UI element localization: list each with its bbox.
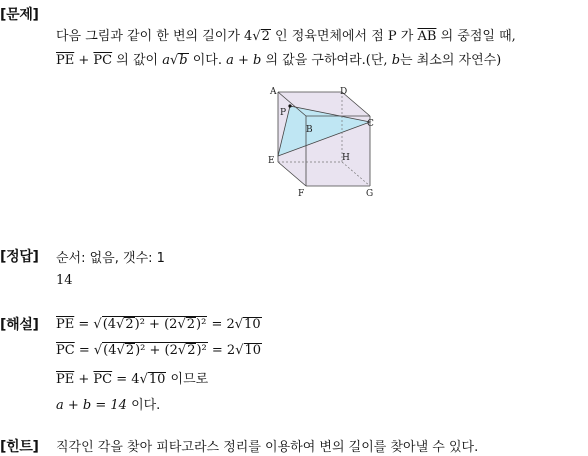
plus-sign: + <box>74 53 94 68</box>
result: = 2 <box>207 317 235 332</box>
inner-radicand: 2 <box>186 317 196 332</box>
label-g: G <box>366 189 374 199</box>
result-radicand: 10 <box>244 317 261 332</box>
answer-value: 14 <box>56 273 73 288</box>
label-f: F <box>298 189 305 199</box>
segment-pc: $\overline{PC}$ <box>93 53 113 68</box>
solution-text: 이다. <box>126 398 161 413</box>
equals: = 4 <box>112 372 140 387</box>
equals: = <box>74 343 94 358</box>
outer-radicand: (4√2)² + (2√2)² <box>102 317 207 332</box>
hint-label: [힌트] <box>0 439 39 455</box>
label-p: P <box>280 108 287 118</box>
term: (4 <box>102 317 117 332</box>
problem-label: [문제] <box>0 7 39 23</box>
solution-line-2: $\overline{PC} = √(4√2)^2 + (2√2)^2 = 2√10$ <box>56 343 262 358</box>
problem-text: 의 중점일 때, <box>436 29 516 44</box>
plus-sign: + <box>74 372 94 387</box>
label-b: B <box>306 125 313 135</box>
inner-radicand: 2 <box>125 317 134 332</box>
problem-text: 는 최소의 자연수) <box>400 53 502 68</box>
final-equation: a + b = 14 <box>56 398 127 413</box>
problem-text: 이다. <box>188 53 227 68</box>
result-radicand: 10 <box>148 372 166 387</box>
label-e: E <box>268 156 275 166</box>
term: )² + (2 <box>134 317 178 332</box>
solution-line-3: $\overline{PE} + \overline{PC} = 4√10$ 이므로 <box>56 372 209 387</box>
var-a: a <box>162 53 170 68</box>
problem-line-1: 다음 그림과 같이 한 변의 길이가 4√2 인 정육면체에서 점 P 가 $\overline{AB}$ 의 중점일 때, <box>56 29 516 44</box>
point-p <box>288 104 291 107</box>
sqrt-radicand: 2 <box>261 29 270 44</box>
segment-ab: $\overline{AB}$ <box>417 29 437 44</box>
result: = 2 <box>207 343 236 358</box>
hint-text: 직각인 각을 찾아 피타고라스 정리를 이용하여 변의 길이를 찾아낼 수 있다. <box>56 440 479 455</box>
term: )² <box>196 343 207 358</box>
label-a: A <box>270 87 277 97</box>
problem-text: 의 값을 구하여라.(단, <box>261 53 392 68</box>
label-c: C <box>367 119 374 129</box>
solution-text: 이므로 <box>166 372 209 387</box>
segment-pe: $\overline{PE}$ <box>56 53 75 68</box>
answer-label: [정답] <box>0 249 39 265</box>
equals: = <box>74 317 94 332</box>
outer-radicand: (4√2)² + (2√2)² <box>103 343 207 358</box>
segment-pe: $\overline{PE}$ <box>56 317 75 332</box>
segment-pc: $\overline{PC}$ <box>93 372 113 387</box>
result-radicand: 10 <box>244 343 262 358</box>
problem-line-2: $\overline{PE} + \overline{PC}$ 의 값이 a√b 이다. a + b 의 값을 구하여라.(단, b는 최소의 자연수) <box>56 53 502 68</box>
sqrt-radicand: b <box>179 53 188 68</box>
inner-radicand: 2 <box>125 343 135 358</box>
solution-line-1: $\overline{PE} = √(4√2)^2 + (2√2)^2 = 2√10$ <box>56 317 261 332</box>
label-h: H <box>342 153 350 163</box>
term: )² + (2 <box>135 343 178 358</box>
solution-line-4 <box>56 394 160 413</box>
term: )² <box>196 317 207 332</box>
label-d: D <box>340 87 348 97</box>
cube-figure <box>264 84 384 200</box>
solution-label: [해설] <box>0 317 39 333</box>
answer-meta: 순서: 없음, 갯수: 1 <box>56 251 165 266</box>
problem-text: 인 정육면체에서 점 P 가 <box>270 29 418 44</box>
var-b: b <box>391 53 401 68</box>
segment-pe: $\overline{PE}$ <box>56 372 75 387</box>
inner-radicand: 2 <box>187 343 196 358</box>
segment-pc: $\overline{PC}$ <box>56 343 75 358</box>
expr-a-plus-b: a + b <box>226 53 262 68</box>
problem-text: 의 값이 <box>112 53 163 68</box>
problem-text: 다음 그림과 같이 한 변의 길이가 4 <box>56 29 253 44</box>
term: (4 <box>103 343 117 358</box>
